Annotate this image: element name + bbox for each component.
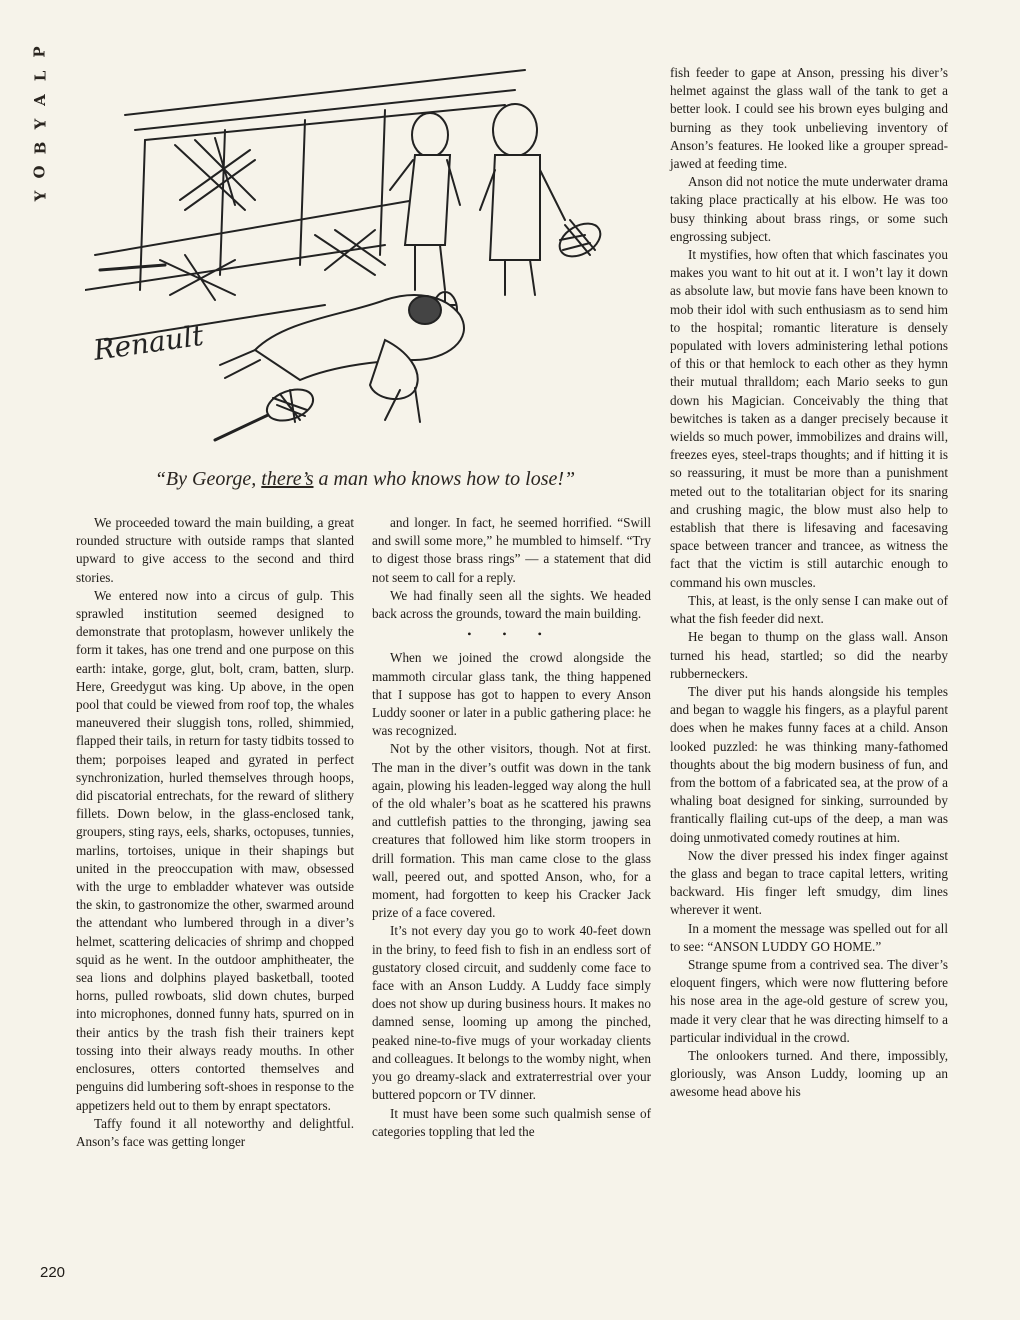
masthead — [20, 40, 60, 208]
page-number: 220 — [40, 1264, 66, 1281]
artist-signature: Renault — [91, 318, 206, 367]
paragraph: We proceeded toward the main building, a great rounded structure with outside ramps that slanted upward to give access to the second and third stories. — [76, 515, 354, 585]
paragraph: Now the diver pressed his index finger against the glass and began to trace capital letters, writing backward. His finger left smudgy, dim lines wherever it went. — [670, 847, 948, 918]
text-column-1 — [76, 514, 354, 1151]
text-column-2 — [372, 514, 651, 1141]
paragraph: When we joined the crowd alongside the mammoth circular glass tank, the thing happened that I suppose has got to happen to every Anson Luddy sooner or later in a public gathering place: he was recognized. — [372, 650, 651, 739]
paragraph: We had finally seen all the sights. We headed back across the grounds, toward the main building. — [372, 587, 651, 622]
paragraph: In a moment the message was spelled out for all to see: “ANSON LUDDY GO HOME.” — [670, 920, 948, 954]
cartoon-caption — [70, 468, 660, 491]
caption-pre: “By George, — [154, 468, 262, 490]
paragraph: Anson did not notice the mute underwater drama taking place practically at his elbow. He was too busy thinking about brass rings, or some such engrossing subject. — [670, 174, 948, 244]
paragraph: He began to thump on the glass wall. Anson turned his head, startled; so did the nearby rubberneckers. — [670, 629, 948, 681]
paragraph: It’s not every day you go to work 40-feet down in the briny, to feed fish to fish in an endless sort of gustatory closed circuit, and suddenly come face to face with an Anson Luddy. A Luddy face simply does not show up during business hours. It makes no damned sense, looming up among the pinched, peaked nine-to-five mugs of your workaday clients and colleagues. It belongs to the womby night, when you go dreamy-slack and extraterrestrial over your buttered popcorn or TV dinner. — [372, 923, 651, 1103]
paragraph: This, at least, is the only sense I can make out of what the fish feeder did next. — [670, 592, 948, 627]
paragraph: The diver put his hands alongside his temples and began to waggle his fingers, as a playful parent does when he makes funny faces at a child. Anson looked puzzled: he was thinking many-fathomed thoughts about the big modern business of fun, and from the bottom of a fabricated sea, at the prow of a whaling boat designed for sinking, surrounded by frantically flailing cut-ups of the deep, a man was doing unmotivated comedy routines at him. — [670, 683, 948, 845]
masthead-letter: L — [30, 70, 49, 82]
paragraph: It must have been some such qualmish sense of categories toppling that led the — [372, 1105, 651, 1139]
section-break: • • • — [467, 627, 556, 642]
cartoon-illustration — [85, 60, 645, 460]
paragraph: Strange spume from a contrived sea. The diver’s eloquent fingers, which were now fluttering before his nose area in the age-old gesture of screw you, made it very clear that he was directing himself to a particular individual in the crowd. — [670, 956, 948, 1045]
masthead-letter: A — [30, 94, 49, 106]
caption-underlined: there’s — [261, 468, 314, 490]
masthead-letter: O — [30, 165, 49, 179]
paragraph: We entered now into a circus of gulp. This sprawled institution seemed designed to demonstrate that protoplasm, however unlikely the form it takes, has one trend and one purpose on this earth: intake, gorge, glut, bolt, cram, batten, slurp. Here, Greedygut was king. Up above, in the open pool that could be viewed from roof top, the whales maneuvered their sluggish tons, rolled, shimmied, flapped their tails, in return for tasty tidbits tossed to them; porpoises leaped and gyrated in perfect synchronization, hurled themselves through hoops, did piscatorial entrechats, for the reward of slithery fillets. Down below, in the glass-enclosed tank, groupers, sting rays, eels, sharks, octopuses, tunnies, marlins, tortoises, unique in their shapings but united in the preoccupation with maw, obsessed with the urge to embladder whatever was outside the skin, to gastronomize the other, swarmed around the attendant who lumbered through in a diver’s helmet, scattering delicacies of shrimp and chopped squid as he went. In the outdoor amphitheater, the sea lions and dolphins played basketball, tooted horns, pulled rowboats, slid down chutes, burped into microphones, donned funny hats, spurred on in their antics by the trash fish their trainers kept tossing into their always ready mouths. In other enclosures, otters contorted themselves and penguins did lumbering soft-shoes in response to the appetizers held out to them by enrapt spectators. — [76, 587, 354, 1113]
masthead-letter: P — [31, 46, 49, 58]
paragraph: Taffy found it all noteworthy and delightful. Anson’s face was getting longer — [76, 1115, 354, 1149]
paragraph: Not by the other visitors, though. Not at first. The man in the diver’s outfit was down in the tank again, plowing his leaden-legged way along the hull of the old whaler’s boat as he scattered his prawns and cuttlefish patties to the thronging, jawing sea creatures that followed him like storm troopers in drill formation. This man came close to the glass wall, peered out, and spotted Anson, who, for a moment, had forgotten to keep his Cracker Jack prize of a face covered. — [372, 741, 651, 921]
masthead-letter: B — [31, 141, 49, 155]
paragraph: and longer. In fact, he seemed horrified. “Swill and swill some more,” he mumbled to himself. “Try to digest those brass rings” — a statement that did not seem to call for a reply. — [372, 515, 651, 585]
paragraph: The onlookers turned. And there, impossibly, gloriously, was Anson Luddy, looming up an awesome head above his — [670, 1047, 948, 1100]
caption-post: a man who knows how to lose!” — [313, 468, 576, 490]
paragraph: It mystifies, how often that which fascinates you makes you want to hit out at it. I won’t lay it down as absolute law, but movie fans have been known to mob their idol with such enthusiasm as to send him to the hospital; romantic literature is densely populated with lovers administering lethal potions of this or that hemlock to each other as they hymn their mutual thralldom; each Mario seeks to gun down his Magician. Conceivably the thing that bewitches is taken as a danger precisely because it wields so much power, immobilizes and drains will, freezes eyes, steel-traps thoughts; and if hitting it is so reassuring, it must be more than a punishment meted out to the totalitarian object for its snaring and crushing magic, the blow must also help to establish that there is lifesaving and facesaving space between trancer and trancee, as witness the fact that the victim is still autarchic enough to command his own muscles. — [670, 247, 948, 590]
paragraph: fish feeder to gape at Anson, pressing his diver’s helmet against the glass wall of the tank to get a better look. I could see his brown eyes bulging and burning as they took unbelieving inventory of Anson’s features. He looked like a grouper spread-jawed at feeding time. — [670, 65, 948, 172]
masthead-letter: Y — [31, 190, 49, 202]
text-column-3 — [670, 64, 948, 1102]
masthead-letter: Y — [31, 118, 49, 130]
